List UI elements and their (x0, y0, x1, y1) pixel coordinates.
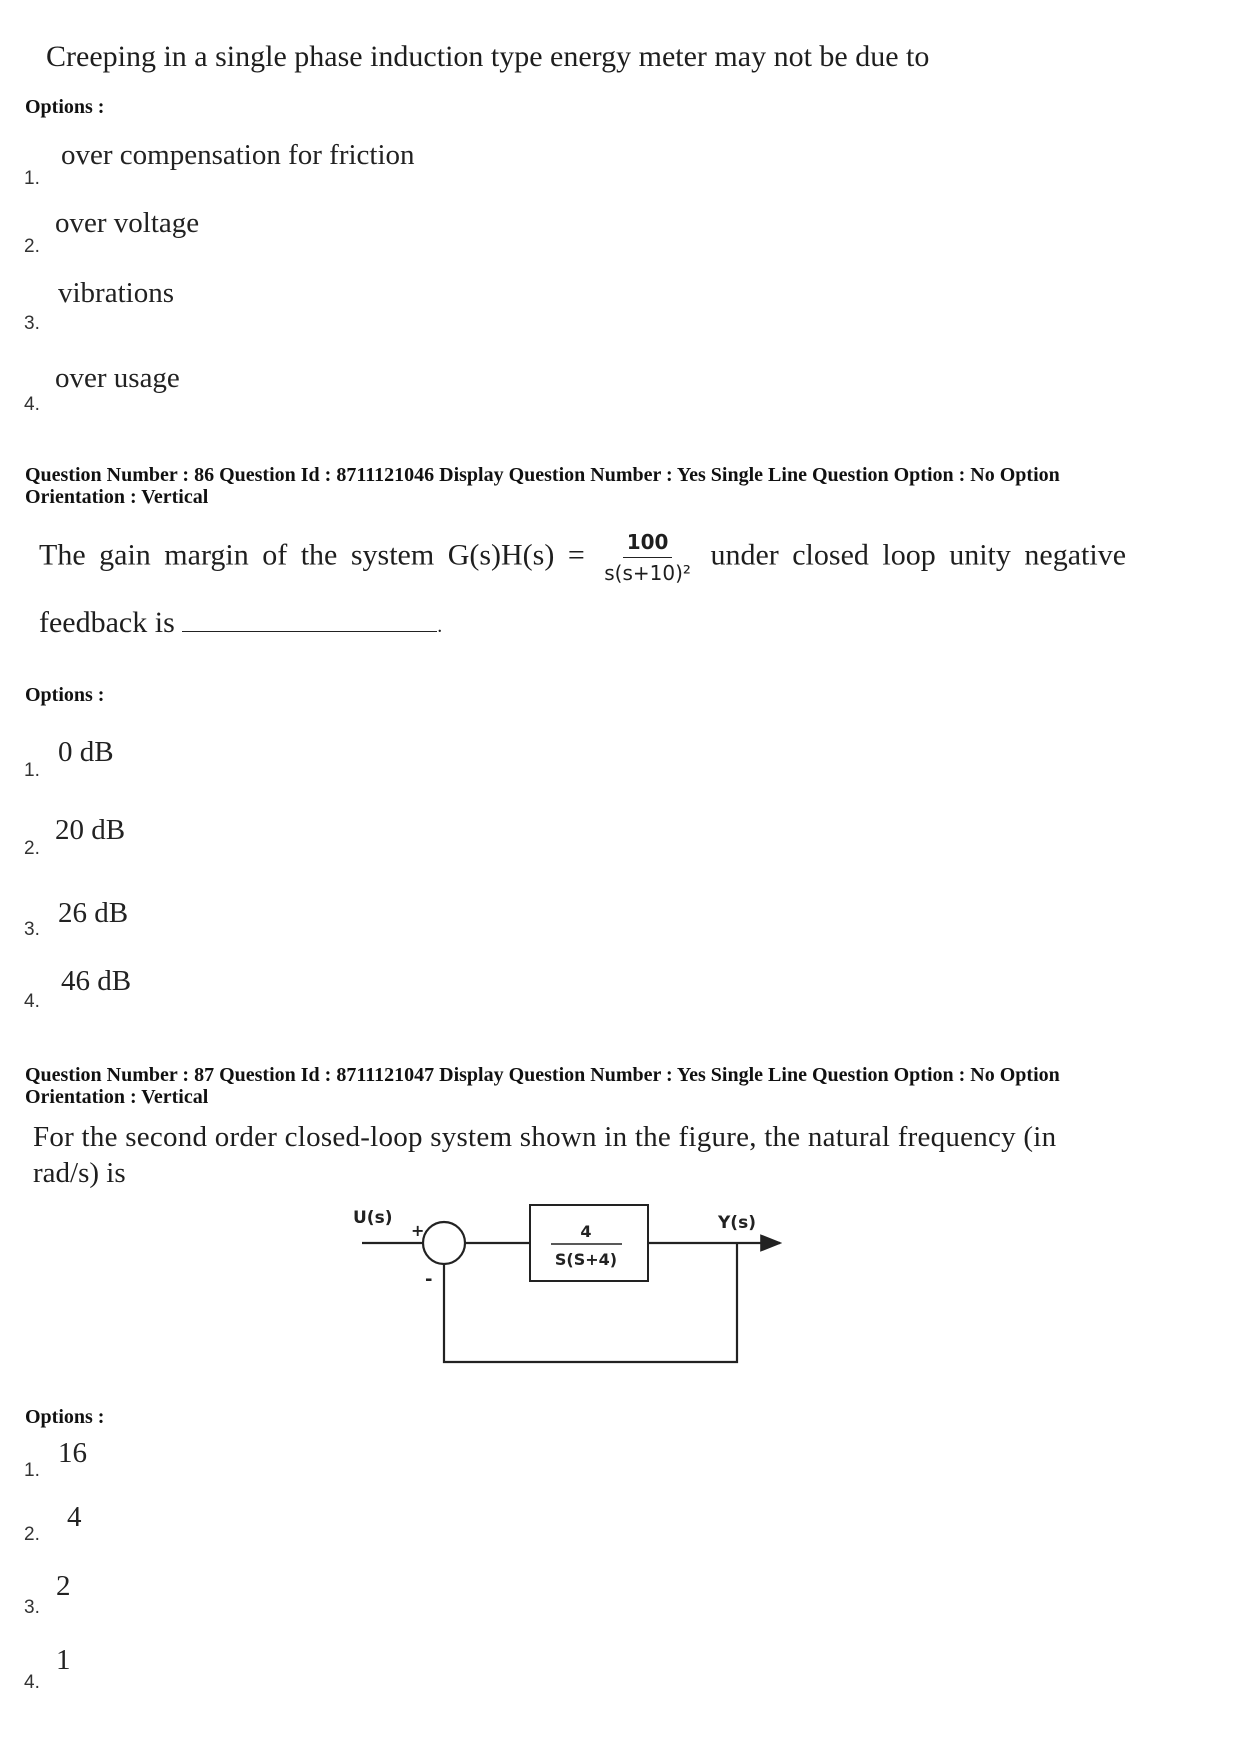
minus-sign: - (425, 1269, 433, 1290)
option-number: 3. (24, 313, 40, 334)
meta-line: Question Number : 86 Question Id : 8711121046 Display Question Number : Yes Single Line Question Option : No Option (25, 464, 1060, 486)
option-text: 46 dB (61, 965, 132, 997)
option-text: 0 dB (58, 736, 114, 768)
option-text: over usage (55, 362, 180, 394)
block-diagram (340, 1190, 800, 1370)
question-87-stem-line2: rad/s) is (33, 1157, 126, 1189)
transfer-function-fraction (604, 530, 691, 585)
options-label: Options : (25, 684, 105, 706)
option-text: vibrations (58, 277, 174, 309)
fraction-numerator: 100 (623, 530, 673, 558)
question-87-meta (25, 1064, 1205, 1108)
option-text: over compensation for friction (61, 139, 415, 171)
option-number: 2. (24, 1524, 40, 1545)
question-86-stem (39, 530, 1126, 585)
option-text: 20 dB (55, 814, 126, 846)
option-text: 16 (58, 1437, 87, 1469)
meta-line: Orientation : Vertical (25, 486, 209, 508)
option-text: 4 (67, 1501, 82, 1533)
option-number: 3. (24, 919, 40, 940)
question-86-stem-line2 (39, 606, 442, 640)
fraction-denominator: s(s+10)² (604, 561, 691, 585)
block-numerator: 4 (580, 1222, 592, 1241)
option-text: 2 (56, 1570, 71, 1602)
options-label: Options : (25, 1406, 105, 1428)
option-number: 1. (24, 1460, 40, 1481)
meta-line: Question Number : 87 Question Id : 8711121047 Display Question Number : Yes Single Line Question Option : No Option (25, 1064, 1060, 1086)
option-number: 1. (24, 168, 40, 189)
question-86-meta (25, 464, 1205, 508)
option-number: 4. (24, 1672, 40, 1693)
option-number: 1. (24, 760, 40, 781)
summing-junction (423, 1222, 465, 1264)
stem-text: The gain margin of the system G(s)H(s) = (39, 538, 585, 572)
option-number: 2. (24, 838, 40, 859)
stem-text: under closed loop unity negative (710, 538, 1127, 572)
transfer-function-block (530, 1205, 648, 1281)
stem-end: . (437, 615, 443, 637)
input-label: U(s) (353, 1208, 393, 1228)
option-text: 1 (56, 1644, 71, 1676)
option-text: 26 dB (58, 897, 129, 929)
option-number: 4. (24, 394, 40, 415)
block-denominator: S(S+4) (554, 1250, 618, 1269)
plus-sign: + (411, 1221, 425, 1240)
stem-text: feedback is (39, 606, 175, 639)
output-label: Y(s) (718, 1213, 756, 1233)
question-87-stem-line1: For the second order closed-loop system shown in the figure, the natural frequency (in (33, 1121, 1057, 1153)
option-number: 2. (24, 236, 40, 257)
option-number: 3. (24, 1597, 40, 1618)
answer-blank (182, 609, 437, 632)
option-text: over voltage (55, 207, 200, 239)
option-number: 4. (24, 991, 40, 1012)
meta-line: Orientation : Vertical (25, 1086, 209, 1108)
options-label: Options : (25, 96, 105, 118)
question-85-stem: Creeping in a single phase induction type energy meter may not be due to (46, 40, 930, 73)
